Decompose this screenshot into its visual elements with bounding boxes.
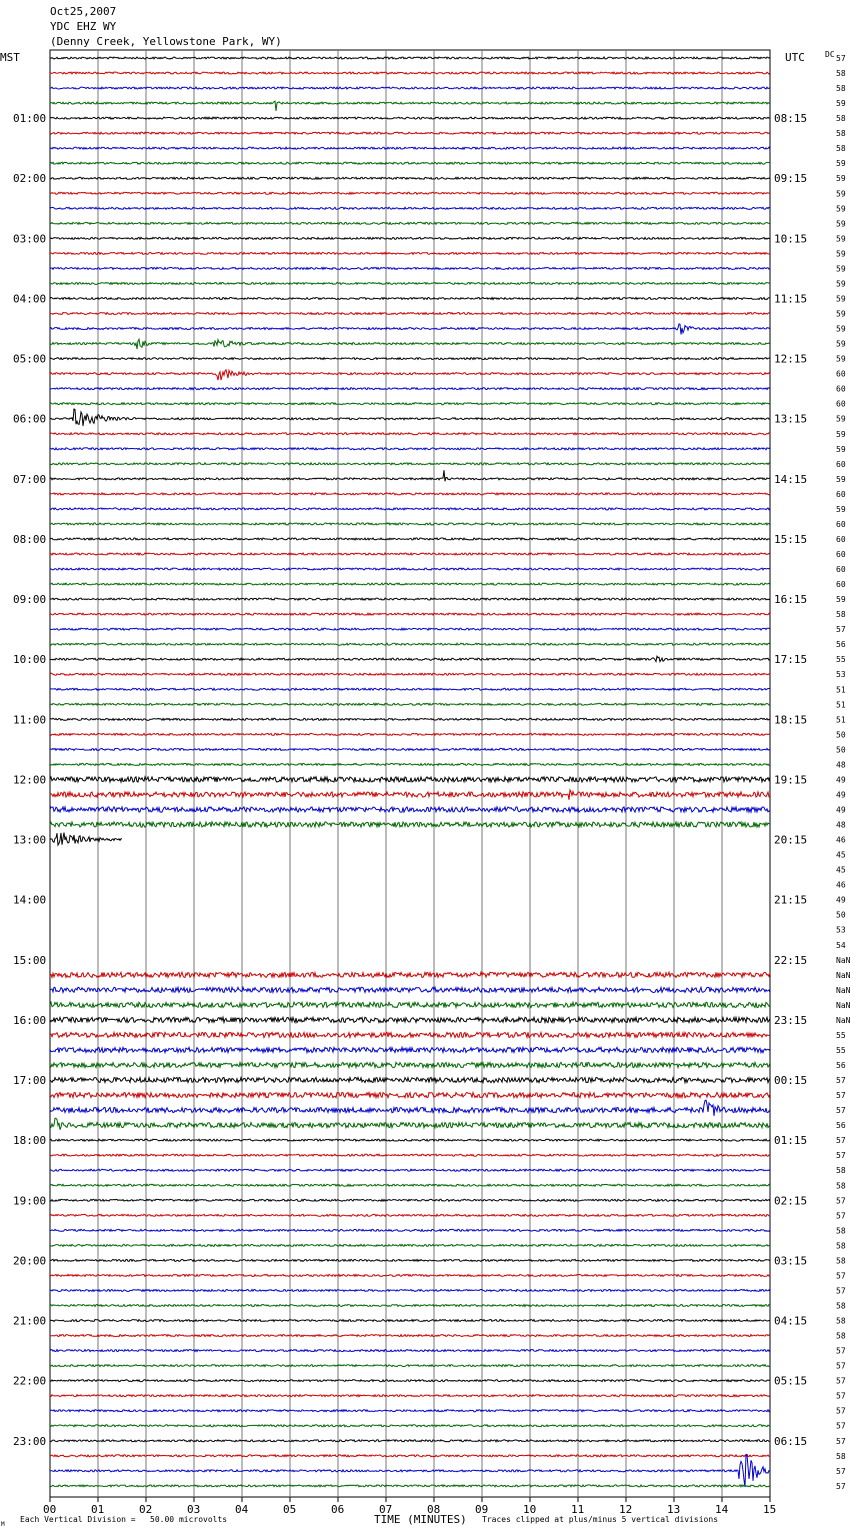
left-hour-label: 19:00 [13,1194,47,1208]
left-hour-label: 22:00 [13,1374,47,1388]
dc-offset-value: 59 [836,234,846,244]
right-hour-label: 12:15 [774,352,808,366]
trace-line [50,583,770,585]
trace-line [50,1169,770,1171]
dc-offset-value: 58 [836,1316,846,1326]
dc-offset-value: 59 [836,249,846,259]
trace-line [50,1002,770,1007]
left-hour-label: 13:00 [13,833,47,847]
left-hour-label: 01:00 [13,112,47,126]
right-hour-label: 15:15 [774,533,808,546]
trace-line [50,1395,770,1397]
trace-line [50,643,770,645]
dc-offset-value: 53 [836,925,846,935]
dc-offset-value: 58 [836,84,846,94]
trace-line [50,1335,770,1337]
right-hour-label: 18:15 [774,713,808,727]
dc-offset-value: 50 [836,745,846,755]
trace-line [50,72,770,74]
dc-offset-value: NaN [836,1000,850,1010]
right-hour-label: 13:15 [774,412,808,426]
dc-offset-value: 49 [836,790,846,800]
trace-line [50,656,770,661]
dc-offset-value: NaN [836,955,850,965]
trace-line [50,1425,770,1427]
trace-line [50,117,770,119]
right-hour-label: 04:15 [774,1314,808,1328]
left-hour-label: 06:00 [13,412,47,426]
trace-line [50,237,770,239]
trace-line [50,628,770,630]
dc-offset-value: 57 [836,1271,846,1281]
header-station: YDC EHZ WY [50,20,117,33]
trace-line [50,538,770,540]
trace-line [50,339,770,349]
trace-line [50,1077,770,1082]
dc-offset-value: 59 [836,174,846,184]
dc-offset-value: 58 [836,1256,846,1266]
dc-offset-value: 60 [836,519,846,529]
dc-offset-value: 60 [836,369,846,379]
right-hour-label: 23:15 [774,1013,808,1027]
header-location: (Denny Creek, Yellowstone Park, WY) [50,35,282,48]
x-tick-label: 14 [715,1503,729,1516]
trace-group [50,57,770,1487]
right-hour-label: 03:15 [774,1254,808,1268]
footer-scale-note: Each Vertical Division = 50.00 microvolts [20,1515,228,1524]
trace-line [50,1214,770,1216]
trace-line [50,1350,770,1352]
dc-offset-value: 57 [836,1211,846,1221]
dc-offset-value: 57 [836,1436,846,1446]
dc-offset-value: 57 [836,1106,846,1116]
trace-line [50,324,770,335]
trace-line [50,718,770,720]
dc-offset-value: 59 [836,504,846,514]
x-axis-label: TIME (MINUTES) [374,1513,467,1526]
x-tick-label: 01 [91,1503,105,1516]
right-hour-label: 20:15 [774,833,808,847]
dc-offset-value: 59 [836,204,846,214]
dc-offset-value: 57 [836,1076,846,1085]
trace-line [50,1454,770,1487]
dc-offset-value: 53 [836,670,846,680]
dc-offset-value: NaN [836,1015,850,1025]
trace-line [50,613,770,615]
dc-label: DC [825,50,835,59]
trace-line [50,358,770,360]
dc-offset-value: 58 [836,1451,846,1461]
dc-offset-value: 58 [836,1331,846,1341]
trace-line [50,1380,770,1382]
dc-offset-value: 58 [836,69,846,78]
trace-line [50,1244,770,1246]
dc-offset-value: 58 [836,1301,846,1311]
dc-offset-value: 59 [836,264,846,274]
dc-offset-value: 59 [836,324,846,334]
dc-offset-value: 58 [836,1241,846,1251]
trace-line [50,777,770,782]
right-hour-label: 01:15 [774,1134,808,1148]
dc-offset-value: 57 [836,1466,846,1476]
trace-line [50,833,122,846]
dc-offset-value: 51 [836,685,846,695]
left-hour-label: 23:00 [13,1434,47,1448]
right-hour-label: 22:15 [774,953,808,967]
left-hour-label: 09:00 [13,593,47,607]
x-tick-label: 00 [43,1503,57,1516]
right-hour-label: 08:15 [774,112,808,126]
right-timezone-label: UTC [785,51,805,64]
left-hour-label: 15:00 [13,953,47,967]
dc-offset-value: 60 [836,399,846,409]
trace-line [50,162,770,164]
left-hour-label: 05:00 [13,352,47,366]
dc-offset-value: 51 [836,700,846,710]
dc-offset-value: 57 [836,1421,846,1431]
trace-line [50,1365,770,1367]
x-tick-label: 08 [427,1503,441,1516]
dc-offset-value: 58 [836,1181,846,1191]
trace-line [50,987,770,992]
x-tick-label: 11 [571,1503,585,1516]
dc-offset-value: 56 [836,1061,846,1070]
dc-offset-value: 50 [836,730,846,740]
trace-line [50,523,770,525]
dc-offset-value: 48 [836,760,846,770]
dc-offset-value: 60 [836,565,846,574]
dc-offset-value: 49 [836,895,846,905]
x-tick-label: 09 [475,1503,489,1516]
dc-offset-value: 50 [836,910,846,920]
dc-offset-value: 57 [836,625,846,635]
trace-line [50,1184,770,1186]
left-hour-label: 16:00 [13,1013,47,1027]
dc-offset-value: 48 [836,820,846,830]
dc-offset-value: 59 [836,429,846,439]
dc-offset-value: 58 [836,610,846,620]
trace-line [50,252,770,254]
right-hour-label: 11:15 [774,292,808,306]
trace-line [50,1062,770,1067]
dc-offset-value: 45 [836,850,846,860]
dc-offset-value: 58 [836,114,846,124]
right-hour-label: 05:15 [774,1374,808,1388]
trace-line [50,1199,770,1201]
trace-line [50,807,770,812]
dc-offset-value: 59 [836,294,846,304]
x-tick-label: 02 [139,1503,153,1516]
dc-offset-value: 60 [836,550,846,559]
trace-line [50,57,770,59]
dc-offset-value: 59 [836,99,846,109]
dc-offset-value: 57 [836,1151,846,1161]
trace-line [50,1047,770,1052]
trace-line [50,1229,770,1231]
trace-line [50,87,770,89]
trace-line [50,1290,770,1292]
x-tick-label: 04 [235,1503,249,1516]
x-tick-label: 07 [379,1503,393,1516]
left-hour-label: 21:00 [13,1314,47,1328]
plot-grid [50,50,770,1497]
trace-line [50,568,770,570]
trace-line [50,1032,770,1037]
right-hour-label: 02:15 [774,1194,808,1208]
left-hour-label: 04:00 [13,292,47,306]
right-hour-label: 14:15 [774,472,808,486]
trace-line [50,222,770,224]
left-hour-label: 18:00 [13,1134,47,1148]
dc-offset-value: 56 [836,640,846,650]
trace-line [50,147,770,149]
dc-offset-value: 49 [836,805,846,815]
x-tick-label: 03 [187,1503,201,1516]
trace-line [50,1485,770,1487]
left-timezone-label: MST [0,51,20,64]
right-hour-label: 09:15 [774,172,808,186]
dc-offset-value: 55 [836,1030,846,1040]
header-date: Oct25,2007 [50,5,117,18]
dc-offset-value: 59 [836,354,846,364]
left-hour-label: 03:00 [13,232,47,246]
dc-offset-value: 60 [836,384,846,394]
dc-offset-value: 55 [836,1046,846,1055]
trace-line [50,1305,770,1307]
trace-line [50,298,770,300]
trace-line [50,101,770,111]
dc-offset-value: 46 [836,880,846,890]
dc-offset-value: 45 [836,865,846,875]
right-hour-labels [774,112,807,1448]
dc-offset-value: NaN [836,970,850,980]
trace-line [50,1440,770,1442]
dc-offset-value: 57 [836,1286,846,1296]
dc-offset-value: 57 [836,1196,846,1206]
dc-offset-value: 57 [836,1361,846,1371]
trace-line [50,207,770,209]
trace-line [50,673,770,675]
dc-offset-value: 59 [836,595,846,605]
trace-line [50,703,770,705]
footer-corner-mark: M [1,1521,5,1528]
dc-offset-value: 51 [836,715,846,725]
x-tick-label: 13 [667,1503,681,1516]
trace-line [50,1320,770,1322]
trace-line [50,1410,770,1412]
dc-offset-value: 59 [836,444,846,454]
left-hour-label: 08:00 [13,533,47,546]
dc-offset-value: 49 [836,775,846,785]
trace-line [50,409,770,426]
dc-offset-value: 59 [836,189,846,199]
right-hour-label: 17:15 [774,653,808,667]
plot-frame [50,50,770,1497]
trace-line [50,177,770,179]
trace-line [50,508,770,510]
left-hour-label: 02:00 [13,172,47,186]
trace-line [50,283,770,285]
trace-line [50,388,770,390]
trace-line [50,972,770,977]
trace-line [50,1017,770,1022]
left-hour-label: 14:00 [13,893,47,907]
dc-offset-value: 54 [836,940,846,950]
dc-offset-value: 60 [836,459,846,469]
dc-offset-value: NaN [836,985,850,995]
left-hour-labels [13,112,46,1448]
trace-line [50,1093,770,1098]
left-hour-label: 10:00 [13,653,47,667]
dc-offset-value: 60 [836,489,846,499]
trace-line [50,790,770,800]
right-hour-label: 21:15 [774,893,808,907]
dc-offset-value: 59 [836,159,846,169]
dc-offset-value: 57 [836,1391,846,1401]
right-hour-label: 06:15 [774,1434,808,1448]
x-tick-label: 06 [331,1503,345,1516]
trace-line [50,598,770,600]
right-hour-label: 16:15 [774,593,808,607]
right-hour-label: 00:15 [774,1074,808,1087]
left-hour-label: 11:00 [13,713,47,727]
trace-line [50,1139,770,1141]
trace-line [50,267,770,269]
x-tick-label: 12 [619,1503,633,1516]
left-hour-label: 07:00 [13,472,47,486]
trace-line [50,1274,770,1276]
dc-offset-value: 59 [836,339,846,349]
dc-offset-value: 46 [836,835,846,845]
dc-offset-value: 58 [836,1166,846,1176]
right-hour-label: 10:15 [774,232,808,246]
trace-line [50,763,770,765]
dc-offset-value: 58 [836,129,846,139]
right-hour-label: 19:15 [774,773,808,787]
left-hour-label: 17:00 [13,1074,47,1087]
left-hour-label: 12:00 [13,773,47,787]
trace-line [50,733,770,735]
trace-line [50,1455,770,1457]
dc-offset-value: 59 [836,414,846,424]
dc-offset-value: 59 [836,279,846,289]
dc-offset-value: 59 [836,309,846,319]
dc-offset-value: 60 [836,580,846,589]
trace-line [50,463,770,465]
dc-offset-value: 55 [836,655,846,665]
dc-offset-value: 59 [836,219,846,229]
dc-offset-value: 58 [836,144,846,154]
trace-line [50,313,770,315]
trace-line [50,192,770,194]
dc-offset-labels [836,54,850,1491]
dc-offset-value: 60 [836,535,846,544]
x-tick-label: 15 [763,1503,777,1516]
trace-line [50,1154,770,1156]
trace-line [50,553,770,555]
dc-offset-value: 59 [836,474,846,484]
dc-offset-value: 57 [836,1406,846,1416]
trace-line [50,433,770,435]
trace-line [50,448,770,450]
trace-line [50,822,770,827]
trace-line [50,688,770,690]
trace-line [50,493,770,495]
dc-offset-value: 56 [836,1121,846,1131]
dc-offset-value: 57 [836,1136,846,1146]
dc-offset-value: 57 [836,1481,846,1491]
trace-line [50,370,770,380]
trace-line [50,748,770,750]
dc-offset-value: 57 [836,1091,846,1101]
trace-line [50,132,770,134]
dc-offset-value: 57 [836,1376,846,1386]
trace-line [50,1118,770,1129]
left-hour-label: 20:00 [13,1254,47,1268]
trace-line [50,470,770,481]
trace-line [50,1100,770,1116]
dc-offset-value: 58 [836,1226,846,1236]
trace-line [50,403,770,405]
trace-line [50,1259,770,1261]
dc-offset-value: 57 [836,54,846,63]
dc-offset-value: 57 [836,1346,846,1356]
footer-clip-note: Traces clipped at plus/minus 5 vertical divisions [482,1515,719,1524]
x-tick-label: 10 [523,1503,537,1516]
x-tick-label: 05 [283,1503,297,1516]
